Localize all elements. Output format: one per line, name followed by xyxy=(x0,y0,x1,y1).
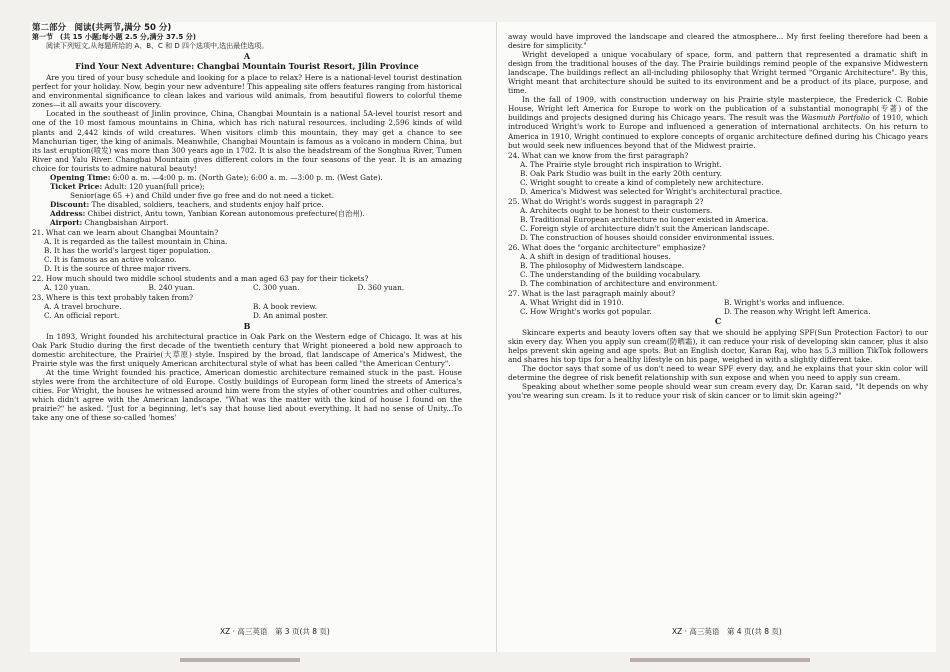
page-fold xyxy=(496,22,497,652)
option: D. America's Midwest was selected for Wright's architectural practice. xyxy=(520,186,783,196)
passage-b-paragraph xyxy=(508,95,928,149)
opening-time-value: 6:00 a. m. —4:00 p. m. (North Gate); 6:00 a. m. —3:00 p. m. (West Gate). xyxy=(110,172,383,182)
ticket-price xyxy=(32,182,462,191)
passage-b-text: In the fall of 1909, with construction underway on his Prairie style masterpiece, the Frederick C. Robie House, Wright left America for Europe to work on the publication of a substantial monograph(专著) of the buildings and projects designed during his Chicago years. The result was the xyxy=(508,95,928,123)
left-page xyxy=(32,24,462,422)
option: C. 300 yuan. xyxy=(253,283,300,293)
ticket-price-value: Adult: 120 yuan(full price); xyxy=(102,181,205,191)
question-25-stem: 25. What do Wright's words suggest in paragraph 2? xyxy=(508,196,704,206)
passage-b-paragraph: Wright developed a unique vocabulary of space, form, and pattern that represented a dramatic shift in design from the traditional houses of the day. The Prairie buildings remind people of the expansive Midwestern landscape. The buildings reflect an all-including philosophy that Wright termed "Organic Architecture". By this, Wright meant that architecture should be suited to its environment and be a product of its place, purpose, and time. xyxy=(508,50,928,96)
airport xyxy=(32,218,462,227)
question-23-stem: 23. Where is this text probably taken from? xyxy=(32,293,194,303)
scan-artifact xyxy=(630,658,810,662)
passage-b-letter: B xyxy=(243,320,251,331)
option: B. A book review. xyxy=(253,302,318,312)
option: C. The understanding of the building vocabulary. xyxy=(520,270,701,280)
question-23-options-ab xyxy=(32,302,462,311)
page-footer-right: XZ · 高三英语 第 4 页(共 8 页) xyxy=(672,627,782,636)
section-instruction: 阅读下列短文,从每题所给的 A、B、C 和 D 四个选项中,选出最佳选项。 xyxy=(46,42,269,51)
option: D. The combination of architecture and environment. xyxy=(520,279,718,289)
option: D. 360 yuan. xyxy=(357,283,405,293)
question-23-options-cd xyxy=(32,311,462,320)
airport-label: Airport: xyxy=(50,217,83,227)
passage-a-letter: A xyxy=(243,51,251,62)
question-26-stem: 26. What does the "organic architecture" emphasize? xyxy=(508,243,706,253)
option: A. Architects ought to be honest to their customers. xyxy=(520,205,713,215)
option: C. Wright sought to create a kind of completely new architecture. xyxy=(520,177,764,187)
question-22-stem: 22. How much should two middle school students and a man aged 63 pay for their tickets? xyxy=(32,274,369,284)
exam-sheet xyxy=(30,22,936,652)
option: C. Foreign style of architecture didn't suit the American landscape. xyxy=(520,223,770,233)
passage-c-letter: C xyxy=(714,316,722,327)
option: A. 120 yuan. xyxy=(44,283,91,293)
address-label: Address: xyxy=(50,208,86,218)
option: A. It is regarded as the tallest mountain in China. xyxy=(44,237,228,247)
option: C. An official report. xyxy=(44,311,120,321)
question-21-stem: 21. What can we learn about Changbai Mountain? xyxy=(32,228,219,238)
question-27-options-ab xyxy=(508,298,928,307)
part-title: 第二部分 阅读(共两节,满分 50 分) xyxy=(32,23,172,33)
right-page xyxy=(508,32,928,400)
passage-c-paragraph: Skincare experts and beauty lovers often say that we should be applying SPF(Sun Protection Factor) to our skin every day. When you apply sun cream(防晒霜), it can reduce your risk of developing skin cancer, plus it also helps prevent skin ageing and age spots. But an English doctor, Karan Raj, who has 5.3 million TikTok followers and shares his top tips for a healthy lifestyle on his page, weighed in with a slightly different take. xyxy=(508,327,928,364)
passage-b-text: of 1910, which introduced Wright's work to Europe and influenced a generation of international architects. On his return to America in 1910, Wright continued to explore concepts of organic architecture defined during his Chicago years but would seek new influences beyond that of the Midwest prairie. xyxy=(508,113,928,150)
option: B. 240 yuan. xyxy=(148,283,195,293)
airport-value: Changbaishan Airport. xyxy=(82,217,169,227)
ticket-price-label: Ticket Price: xyxy=(50,181,103,191)
discount-label: Discount: xyxy=(50,199,90,209)
option: C. It is famous as an active volcano. xyxy=(44,255,177,265)
option: B. Traditional European architecture no longer existed in America. xyxy=(520,214,769,224)
discount-value: The disabled, soldiers, teachers, and students enjoy half price. xyxy=(89,199,324,209)
ticket-senior: Senior(age 65 +) and Child under five go free and do not need a ticket. xyxy=(70,190,335,200)
address xyxy=(32,209,462,218)
passage-b-book-title: Wasmuth Portfolio xyxy=(801,113,870,123)
option: B. The philosophy of Midwestern landscape. xyxy=(520,261,685,271)
scan-artifact xyxy=(180,658,300,662)
passage-b-paragraph: In 1893, Wright founded his architectural practice in Oak Park on the Western edge of Chicago. It was at his Oak Park Studio during the first decade of the twentieth century that Wright pioneered a bold new approach to domestic architecture, the Prairie(大草原) style. Inspired by the broad, flat landscape of America's Midwest, the Prairie style was the first uniquely American architectural style of what has been called "the American Century". xyxy=(32,331,462,368)
passage-a-paragraph: Are you tired of your busy schedule and looking for a place to relax? Here is a national-level tourist destination perfect for your holiday. Now, begin your new adventure! This appealing site offers features ranging from historical and environmental significance to clean lakes and various wild animals, from beautiful flowers to colorful theme zones—it all awaits your discovery. xyxy=(32,73,462,110)
option: A. A travel brochure. xyxy=(44,302,122,312)
option: B. It has the world's largest tiger population. xyxy=(44,246,211,256)
option: C. How Wright's works got popular. xyxy=(520,307,652,317)
discount xyxy=(32,200,462,209)
passage-b-paragraph: At the time Wright founded his practice, American domestic architecture remained stuck in the past. House styles were from the architecture of old Europe. Costly buildings of European form lined the streets of America's cities. For Wright, the houses he witnessed around him were from the styles of other countries and other cultures, which didn't agree with the American landscape. "What was the matter with the kind of house I found on the prairie?" he asked. "Just for a beginning, let's say that house lied about everything. It had no sense of Unity...To take any one of these so-called 'homes' xyxy=(32,367,462,422)
option: B. Wright's works and influence. xyxy=(724,298,845,308)
passage-a-title: Find Your Next Adventure: Changbai Mountain Tourist Resort, Jilin Province xyxy=(75,61,419,72)
question-22-options xyxy=(32,283,462,292)
option: D. It is the source of three major rivers. xyxy=(44,264,192,274)
option: A. A shift in design of traditional houses. xyxy=(520,252,671,262)
option: A. What Wright did in 1910. xyxy=(520,298,624,308)
option: B. Oak Park Studio was built in the early 20th century. xyxy=(520,168,723,178)
address-value: Chibei district, Antu town, Yanbian Korean autonomous prefecture(自治州). xyxy=(85,208,365,218)
question-27-options-cd xyxy=(508,307,928,316)
passage-c-paragraph: The doctor says that some of us don't need to wear SPF every day, and he explains that your skin color will determine the degree of risk benefit relationship with sun expose and when you need to apply sun cream. xyxy=(508,363,928,382)
option: D. An animal poster. xyxy=(253,311,328,321)
question-27-stem: 27. What is the last paragraph mainly about? xyxy=(508,289,676,299)
passage-a-paragraph: Located in the southeast of Jinlin province, China, Changbai Mountain is a national 5A-level tourist resort and one of the 10 most famous mountains in China, which has rich natural resources, including 2,596 kinds of wild plants and 2,442 kinds of wild creatures. When visitors climb this mountain, they may get a chance to see Manchurian tiger, the king of animals. Meanwhile, Changbai Mountain is famous as a volcano in modern China, but its last eruption(喷发) was more than 300 years ago in 1702. It is also the headstream of the Songhua River, Tumen River and Yalu River. Changbai Mountain gives different colors in the four seasons of the year. It is an amazing choice for tourists to admire natural beauty! xyxy=(32,109,462,173)
passage-c-paragraph: Speaking about whether some people should wear sun cream every day, Dr. Karan said, "It depends on why you're wearing sun cream. Is it to reduce your risk of skin cancer or to limit skin ageing?" xyxy=(508,381,928,400)
page-footer-left: XZ · 高三英语 第 3 页(共 8 页) xyxy=(220,627,330,636)
section-heading: 第一节 (共 15 小题;每小题 2.5 分,满分 37.5 分) xyxy=(32,33,196,42)
option: A. The Prairie style brought rich inspiration to Wright. xyxy=(520,159,722,169)
question-24-stem: 24. What can we know from the first paragraph? xyxy=(508,150,689,160)
option: D. The construction of houses should consider environmental issues. xyxy=(520,233,775,243)
passage-b-paragraph-continued: away would have improved the landscape and cleared the atmosphere... My first feeling therefore had been a desire for simplicity." xyxy=(508,32,928,51)
option: D. The reason why Wright left America. xyxy=(724,307,871,317)
opening-time xyxy=(32,173,462,182)
opening-time-label: Opening Time: xyxy=(50,172,111,182)
